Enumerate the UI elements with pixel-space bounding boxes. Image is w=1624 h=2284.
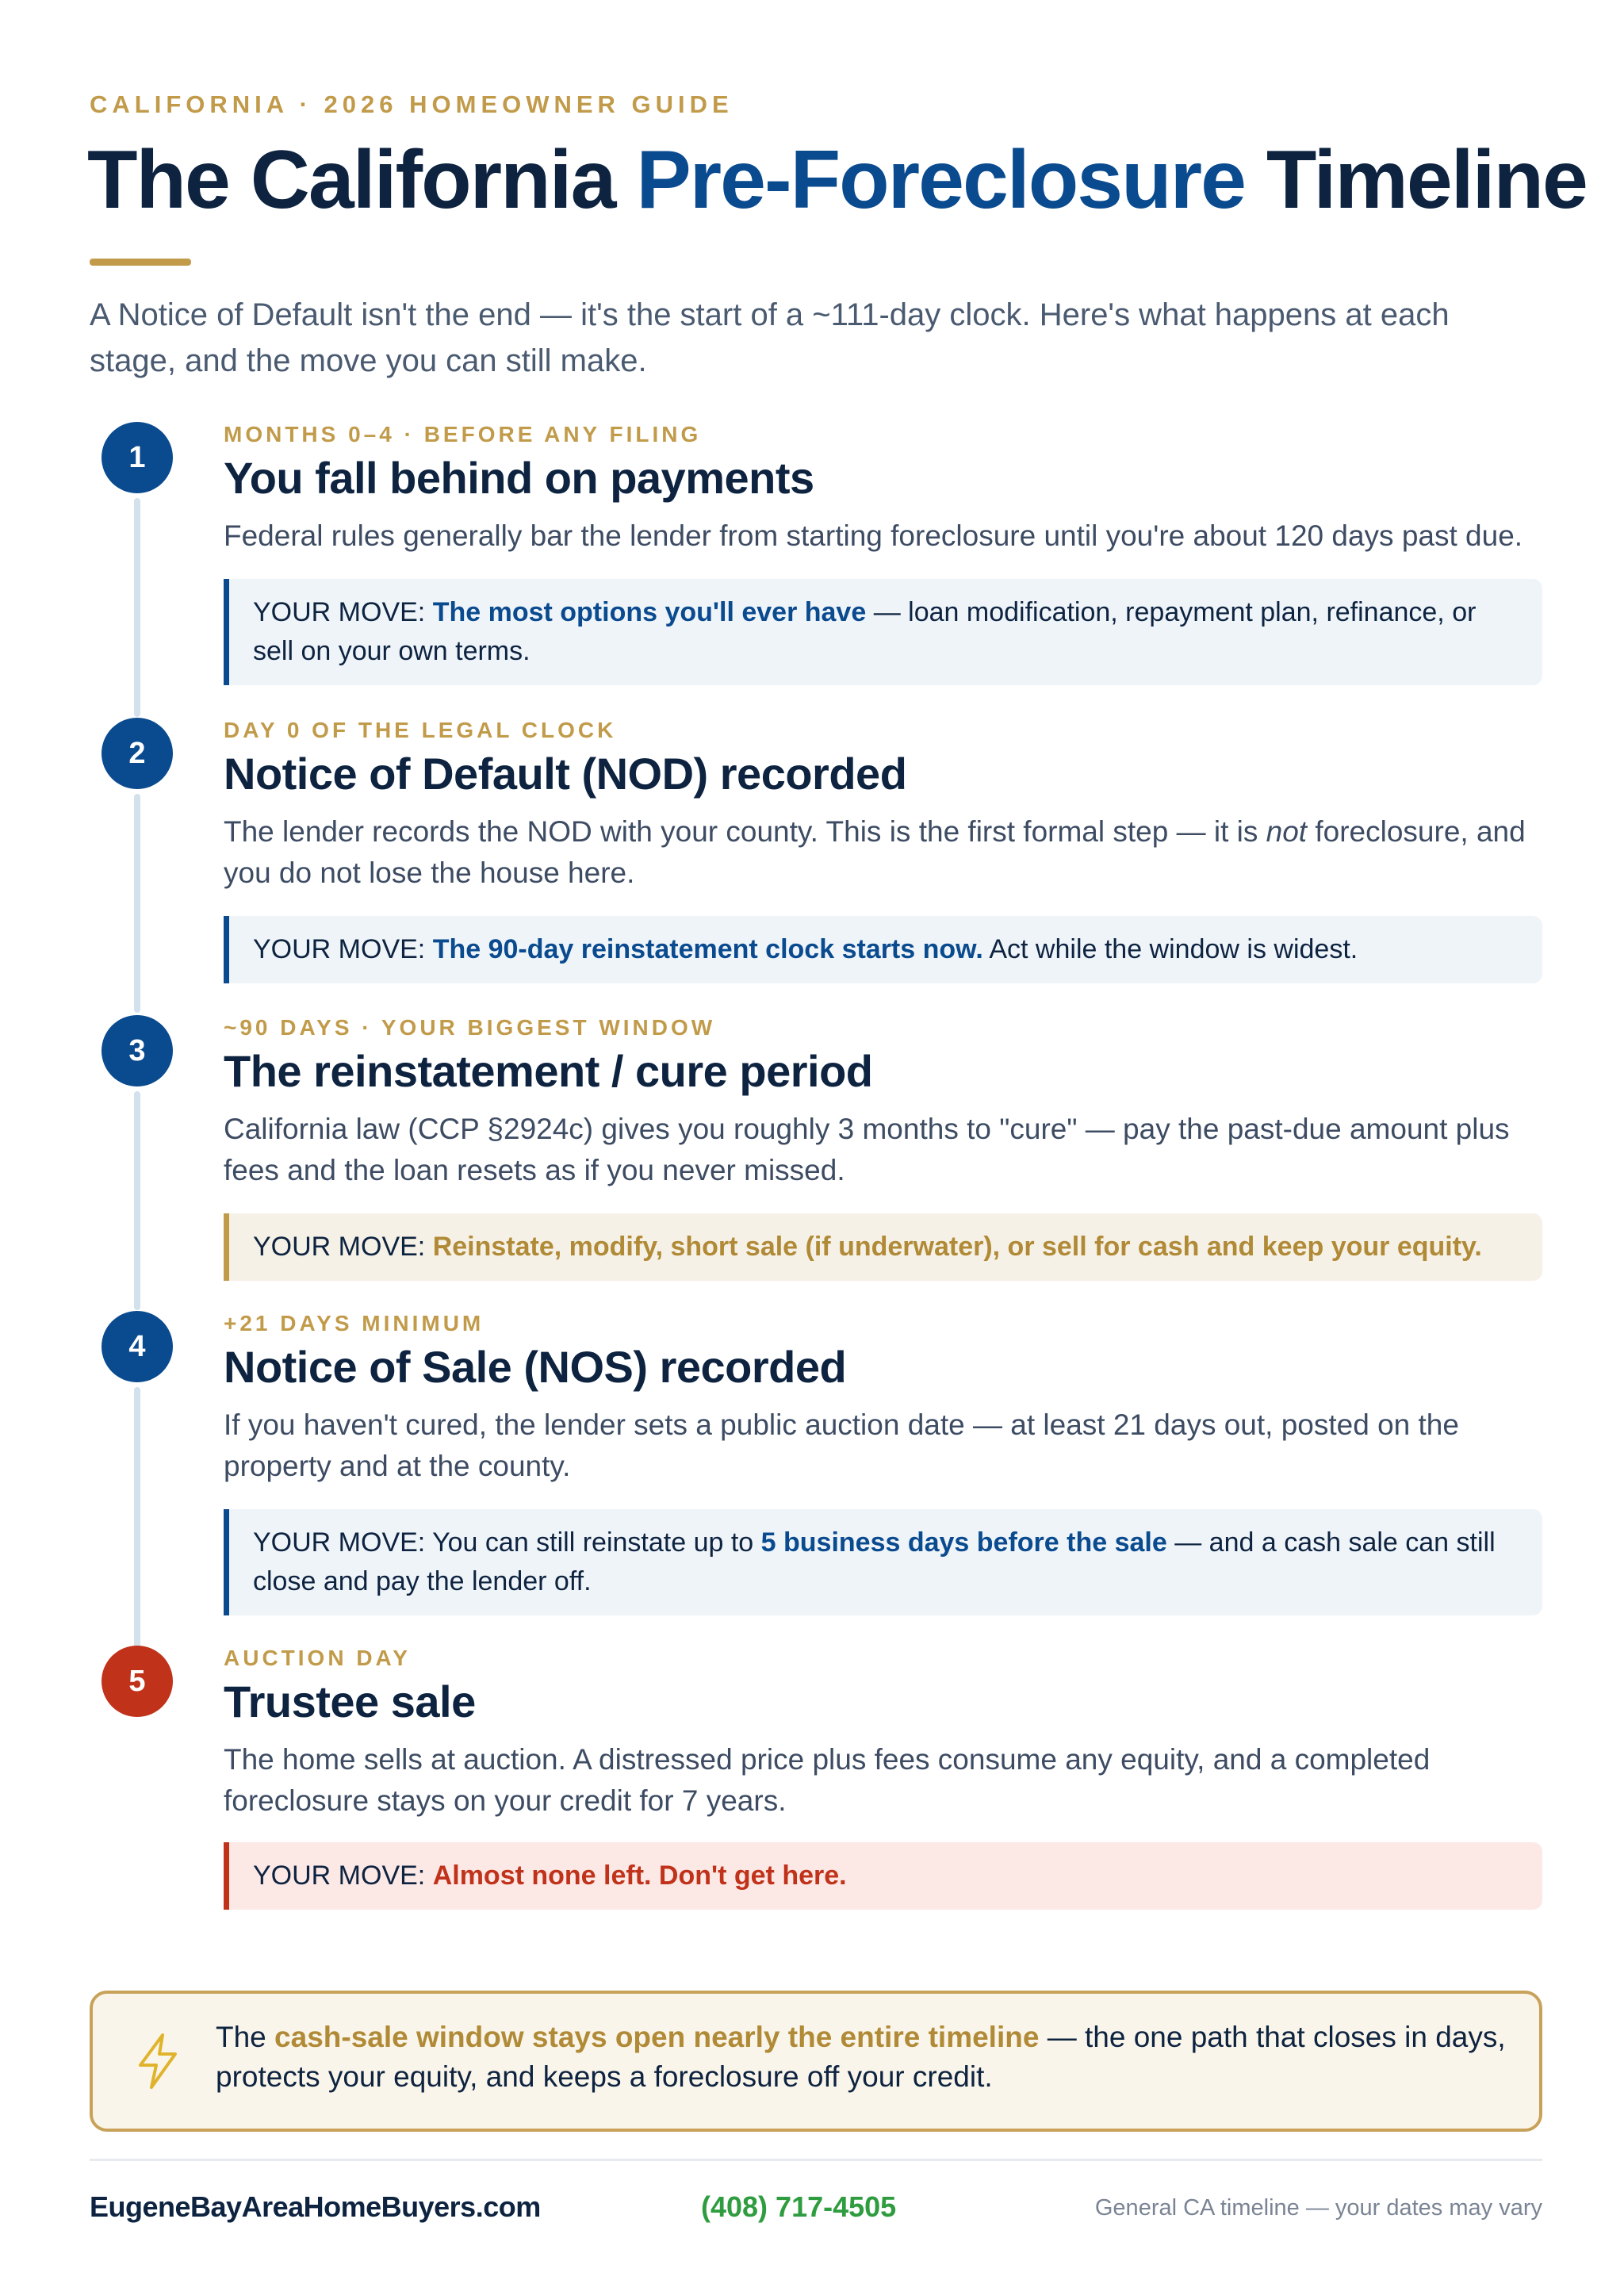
eyebrow: CALIFORNIA · 2026 HOMEOWNER GUIDE [90, 90, 733, 118]
step-description: Federal rules generally bar the lender from starting foreclosure until you're about 120 days past due. [224, 519, 1523, 552]
step-number-badge: 3 [102, 1015, 173, 1086]
callout-text-start: The [216, 2021, 275, 2053]
your-move-highlight: 5 business days before the sale [760, 1527, 1167, 1558]
your-move-box [224, 1842, 1542, 1910]
desc-emphasis: not [1266, 815, 1308, 848]
step-kicker: +21 DAYS MINIMUM [224, 1311, 485, 1336]
timeline-connector [134, 1387, 140, 1649]
callout-text-end: — the one path that closes in days, protects your equity, and keeps a foreclosure off your credit. [216, 2021, 1506, 2093]
your-move-label: YOUR MOVE: [253, 1527, 433, 1558]
your-move-highlight: Almost none left. Don't get here. [432, 1861, 847, 1891]
step-kicker: ~90 DAYS · YOUR BIGGEST WINDOW [224, 1015, 716, 1040]
your-move-highlight: The 90-day reinstatement clock starts now. [432, 934, 983, 964]
step-heading: Trustee sale [224, 1677, 476, 1726]
page-title [87, 135, 1587, 225]
your-move-text: — loan modification, repayment plan, refinance, or sell on your own terms. [253, 597, 1477, 666]
your-move-box [224, 1509, 1542, 1615]
step-number-badge: 1 [102, 422, 173, 493]
step-heading: The reinstatement / cure period [224, 1046, 873, 1096]
footer-phone-link[interactable]: (408) 717-4505 [701, 2190, 897, 2223]
your-move-label: YOUR MOVE: [253, 1232, 433, 1262]
desc-text: The lender records the NOD with your county. This is the first formal step — it is [224, 815, 1266, 848]
your-move-text: You can still reinstate up to [432, 1527, 761, 1558]
step-number-badge: 2 [102, 718, 173, 789]
your-move-text: Act while the window is widest. [982, 934, 1358, 964]
step-number-badge: 5 [102, 1646, 173, 1717]
timeline-connector [134, 498, 140, 717]
step-description [224, 811, 1564, 894]
step-kicker: DAY 0 OF THE LEGAL CLOCK [224, 718, 617, 742]
your-move-box [224, 916, 1542, 983]
footer-divider [90, 2159, 1542, 2161]
your-move-box [224, 579, 1542, 685]
your-move-box [224, 1213, 1542, 1281]
step-heading: Notice of Default (NOD) recorded [224, 749, 907, 799]
step-heading: You fall behind on payments [224, 453, 814, 503]
your-move-label: YOUR MOVE: [253, 1861, 433, 1891]
title-rule [90, 259, 191, 266]
your-move-highlight: The most options you'll ever have [432, 597, 867, 627]
step-description: The home sells at auction. A distressed price plus fees consume any equity, and a completed foreclosure stays on your credit for 7 years. [224, 1743, 1431, 1817]
your-move-label: YOUR MOVE: [253, 597, 433, 627]
title-accent: Pre-Foreclosure [636, 134, 1245, 226]
step-description: California law (CCP §2924c) gives you roughly 3 months to "cure" — pay the past-due amount plus fees and the loan resets as if you never missed. [224, 1113, 1510, 1186]
callout-text [216, 2018, 1516, 2097]
cash-sale-callout [90, 1991, 1542, 2132]
your-move-text: — and a cash sale can still close and pay the lender off. [253, 1527, 1496, 1596]
step-heading: Notice of Sale (NOS) recorded [224, 1342, 847, 1392]
step-description: If you haven't cured, the lender sets a public auction date — at least 21 days out, posted on the property and at the county. [224, 1408, 1459, 1482]
intro-text: A Notice of Default isn't the end — it's the start of a ~111-day clock. Here's what happens at each stage, and the move you can still make. [90, 297, 1450, 378]
your-move-highlight: Reinstate, modify, short sale (if underwater), or sell for cash and keep your equity. [432, 1232, 1482, 1262]
step-kicker: AUCTION DAY [224, 1646, 411, 1670]
footer-website-link[interactable]: EugeneBayAreaHomeBuyers.com [90, 2190, 541, 2223]
step-kicker: MONTHS 0–4 · BEFORE ANY FILING [224, 422, 702, 446]
timeline-connector [134, 1091, 140, 1310]
title-suffix: Timeline [1244, 134, 1587, 226]
your-move-label: YOUR MOVE: [253, 934, 433, 964]
footer-disclaimer: General CA timeline — your dates may vary [1094, 2195, 1542, 2221]
title-prefix: The California [87, 134, 637, 226]
timeline-connector [134, 794, 140, 1013]
step-number-badge: 4 [102, 1311, 173, 1382]
lightning-bolt-icon [134, 2033, 182, 2089]
callout-highlight: cash-sale window stays open nearly the entire timeline [274, 2021, 1040, 2053]
desc-text: foreclosure, and you do not lose the house here. [224, 815, 1526, 889]
